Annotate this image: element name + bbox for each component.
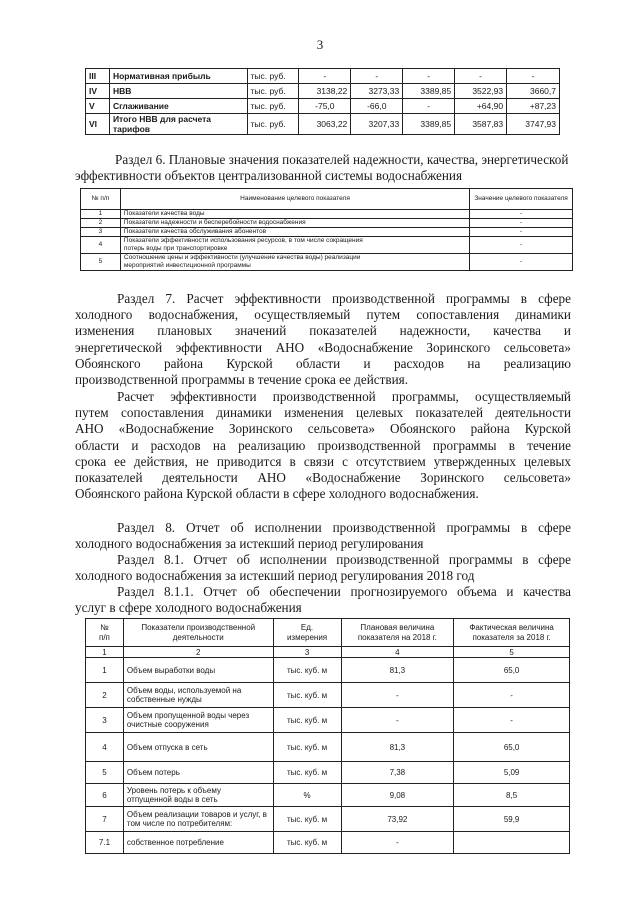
unit-cell: тыс. руб. <box>247 99 299 114</box>
header-text: Фактическая величина <box>469 622 554 632</box>
section-7-paragraph-2 <box>75 389 571 502</box>
indicator-name-line: Объем воды, используемой на <box>126 686 242 695</box>
indicator-name <box>120 254 469 271</box>
indicator-name-line: мероприятий инвестиционной программы <box>123 262 251 269</box>
text-line: Обоянского района Курской области и расходов на реализацию <box>75 355 571 371</box>
value-cell: 3522,93 <box>455 84 507 99</box>
indicator-name <box>123 807 273 832</box>
fact-value: - <box>454 708 570 733</box>
table-row <box>81 219 573 228</box>
text-line: АНО «Водоснабжение Зоринского сельсовета» Обоянского района Курской <box>75 421 571 437</box>
header-text: деятельности <box>172 632 224 642</box>
header-text: Ед. <box>300 622 314 632</box>
text-line: Раздел 8. Отчет об исполнении производственной программы в сфере <box>117 520 571 535</box>
plan-value: - <box>341 683 454 708</box>
row-label: Нормативная прибыль <box>109 69 247 84</box>
table-row <box>81 210 573 219</box>
value-cell: -66,0 <box>351 99 403 114</box>
indicator-name <box>123 784 273 807</box>
value-cell: 3389,85 <box>403 114 455 135</box>
indicator-name <box>123 762 273 784</box>
indicator-name <box>123 708 273 733</box>
text-line: Раздел 7. Расчет эффективности производственной программы в сфере <box>117 291 571 306</box>
indicator-name <box>120 237 469 254</box>
table-row <box>86 708 570 733</box>
value-cell: -75,0 <box>299 99 351 114</box>
indicator-name-line: Объем реализации товаров и услуг, в <box>126 810 267 819</box>
unit-cell: тыс. куб. м <box>273 733 341 762</box>
text-line: изменения плановых значений показателей надежности, качества и <box>75 323 571 339</box>
value-cell: +87,23 <box>507 99 560 114</box>
header-value: Значение целевого показателя <box>470 189 573 210</box>
value-cell: 3063,22 <box>299 114 351 135</box>
table-row <box>86 807 570 832</box>
indicator-value: - <box>470 219 573 228</box>
plan-value: 73,92 <box>341 807 454 832</box>
row-number: 4 <box>81 237 121 254</box>
section-6-line-1: Раздел 6. Плановые значения показателей надежности, качества, энергетической <box>115 152 569 167</box>
header-text: № <box>100 622 109 632</box>
text-line: холодного водоснабжения за истекший период регулирования <box>75 536 424 552</box>
section-8-1-heading <box>75 552 571 584</box>
indicator-name <box>123 683 273 708</box>
value-cell: +64,90 <box>455 99 507 114</box>
header-num <box>86 619 124 647</box>
value-cell: 3747,93 <box>507 114 560 135</box>
plan-value: 81,3 <box>341 733 454 762</box>
fact-value <box>454 832 570 854</box>
indicator-value: - <box>470 254 573 271</box>
indicator-value: - <box>470 237 573 254</box>
indicator-name-line: Соотношение цены и эффективности (улучшение качества воды) реализации <box>123 254 361 261</box>
table-row <box>86 683 570 708</box>
row-number: 1 <box>86 658 124 683</box>
indicator-name: Показатели качества воды <box>120 210 469 219</box>
section-7-paragraph-1 <box>75 291 571 388</box>
column-number: 4 <box>341 647 454 658</box>
table-row <box>86 658 570 683</box>
row-number: 6 <box>86 784 124 807</box>
header-text: показателя на 2018 г. <box>357 632 437 642</box>
text-line: Раздел 8.1. Отчет об исполнении производственной программы в сфере <box>117 552 571 567</box>
section-6-line-2: эффективности объектов централизованной системы водоснабжения <box>75 168 463 184</box>
target-indicators-table <box>80 188 573 271</box>
plan-value: - <box>341 708 454 733</box>
tariff-summary-table <box>85 68 560 135</box>
header-text: показателя за 2018 г. <box>472 632 551 642</box>
value-cell: - <box>403 69 455 84</box>
header-name: Наименование целевого показателя <box>120 189 469 210</box>
text-line: Раздел 8.1.1. Отчет об обеспечении прогнозируемого объема и качества <box>117 584 571 599</box>
column-number-row <box>86 647 570 658</box>
plan-value: 81,3 <box>341 658 454 683</box>
header-unit <box>273 619 341 647</box>
fact-value: 65,0 <box>454 733 570 762</box>
row-number: V <box>86 99 110 114</box>
plan-value: 7,38 <box>341 762 454 784</box>
header-text: Плановая величина <box>360 622 435 632</box>
value-cell: - <box>403 99 455 114</box>
table-row <box>86 84 560 99</box>
row-label: Итого НВВ для расчета тарифов <box>109 114 247 135</box>
header-name <box>123 619 273 647</box>
table-header-row <box>86 619 570 647</box>
indicator-name-line: Объем выработки воды <box>126 665 216 675</box>
indicator-value: - <box>470 210 573 219</box>
value-cell: - <box>455 69 507 84</box>
column-number: 5 <box>454 647 570 658</box>
table-row <box>81 254 573 271</box>
row-number: III <box>86 69 110 84</box>
header-fact <box>454 619 570 647</box>
table-row <box>86 784 570 807</box>
table-row <box>86 69 560 84</box>
indicator-name-line: том числе по потребителям: <box>126 819 233 828</box>
unit-cell: тыс. руб. <box>247 69 299 84</box>
fact-value: 59,9 <box>454 807 570 832</box>
unit-cell: % <box>273 784 341 807</box>
indicator-name <box>123 733 273 762</box>
unit-cell: тыс. руб. <box>247 114 299 135</box>
text-line: Расчет эффективности производственной программы, осуществляемый <box>117 389 571 404</box>
row-number: 7 <box>86 807 124 832</box>
text-line: производственной программы в течение срока ее действия. <box>75 372 409 388</box>
plan-value: 9,08 <box>341 784 454 807</box>
indicator-value: - <box>470 228 573 237</box>
header-text: п/п <box>99 632 110 642</box>
row-number: 5 <box>81 254 121 271</box>
row-label: Сглаживание <box>109 99 247 114</box>
value-cell: 3207,33 <box>351 114 403 135</box>
header-text: измерения <box>286 632 328 642</box>
indicator-name-line: потерь воды при транспортировке <box>123 245 228 252</box>
indicator-name-line: очистные сооружения <box>126 720 209 729</box>
value-cell: 3389,85 <box>403 84 455 99</box>
fact-value: 5,09 <box>454 762 570 784</box>
row-number: 7.1 <box>86 832 124 854</box>
text-line: холодного водоснабжения за истекший период регулирования 2018 год <box>75 568 475 584</box>
indicator-name-line: отпущенной воды в сеть <box>126 795 218 804</box>
value-cell: 3587,83 <box>455 114 507 135</box>
section-8-1-1-heading <box>75 584 571 616</box>
text-line: показателей деятельности АНО «Водоснабжение Зоринского сельсовета» <box>75 470 571 486</box>
header-num: № п/п <box>81 189 121 210</box>
unit-cell: тыс. куб. м <box>273 762 341 784</box>
fact-value: - <box>454 683 570 708</box>
table-row <box>86 114 560 135</box>
indicator-name-line: Показатели эффективности использования ресурсов, в том числе сокращения <box>123 237 363 244</box>
row-number: 2 <box>86 683 124 708</box>
unit-cell: тыс. куб. м <box>273 807 341 832</box>
indicator-name-line: Уровень потерь к объему <box>126 786 221 795</box>
section-6-heading <box>75 152 571 184</box>
value-cell: - <box>507 69 560 84</box>
table-row <box>86 832 570 854</box>
column-number: 2 <box>123 647 273 658</box>
row-number: IV <box>86 84 110 99</box>
unit-cell: тыс. куб. м <box>273 708 341 733</box>
indicator-name: Показатели качества обслуживания абонентов <box>120 228 469 237</box>
section-8-heading <box>75 520 571 552</box>
table-row <box>81 228 573 237</box>
text-line: холодного водоснабжения, осуществляемый путем сопоставления динамики <box>75 307 571 323</box>
unit-cell: тыс. руб. <box>247 84 299 99</box>
text-line: услуг в сфере холодного водоснабжения <box>75 600 302 616</box>
plan-value: - <box>341 832 454 854</box>
unit-cell: тыс. куб. м <box>273 658 341 683</box>
production-report-table <box>85 618 570 854</box>
table-row <box>86 762 570 784</box>
value-cell: 3273,33 <box>351 84 403 99</box>
indicator-name <box>123 832 273 854</box>
unit-cell: тыс. куб. м <box>273 683 341 708</box>
header-plan <box>341 619 454 647</box>
row-number: 3 <box>81 228 121 237</box>
text-line: области и расходов на реализацию производственной программы в течение <box>75 437 571 453</box>
column-number: 1 <box>86 647 124 658</box>
text-line: энергетической эффективности АНО «Водоснабжение Зоринского сельсовета» <box>75 339 571 355</box>
table-header-row <box>81 189 573 210</box>
table-row <box>86 733 570 762</box>
indicator-name-line: Объем отпуска в сеть <box>126 742 208 752</box>
row-number: VI <box>86 114 110 135</box>
row-number: 4 <box>86 733 124 762</box>
row-number: 3 <box>86 708 124 733</box>
header-text: Показатели производственной <box>141 622 256 632</box>
table-row <box>86 99 560 114</box>
page-number: 3 <box>316 37 324 52</box>
table-row <box>81 237 573 254</box>
indicator-name-line: собственные нужды <box>126 695 202 704</box>
row-number: 1 <box>81 210 121 219</box>
indicator-name <box>123 658 273 683</box>
value-cell: 3660,7 <box>507 84 560 99</box>
text-line: Обоянского района Курской области в сфере холодного водоснабжения. <box>75 486 479 502</box>
indicator-name-line: собственное потребление <box>126 838 224 847</box>
value-cell: - <box>299 69 351 84</box>
indicator-name: Показатели надежности и бесперебойности водоснабжения <box>120 219 469 228</box>
unit-cell: тыс. куб. м <box>273 832 341 854</box>
text-line: путем сопоставления динамики изменения целевых показателей деятельности <box>75 405 571 421</box>
value-cell: - <box>351 69 403 84</box>
column-number: 3 <box>273 647 341 658</box>
row-label: НВВ <box>109 84 247 99</box>
fact-value: 8,5 <box>454 784 570 807</box>
indicator-name-line: Объем пропущенной воды через <box>126 711 250 720</box>
row-number: 5 <box>86 762 124 784</box>
row-number: 2 <box>81 219 121 228</box>
indicator-name-line: Объем потерь <box>126 768 180 777</box>
text-line: срока ее действия, не приводится в связи с отсутствием утвержденных целевых <box>75 453 571 469</box>
value-cell: 3138,22 <box>299 84 351 99</box>
fact-value: 65,0 <box>454 658 570 683</box>
